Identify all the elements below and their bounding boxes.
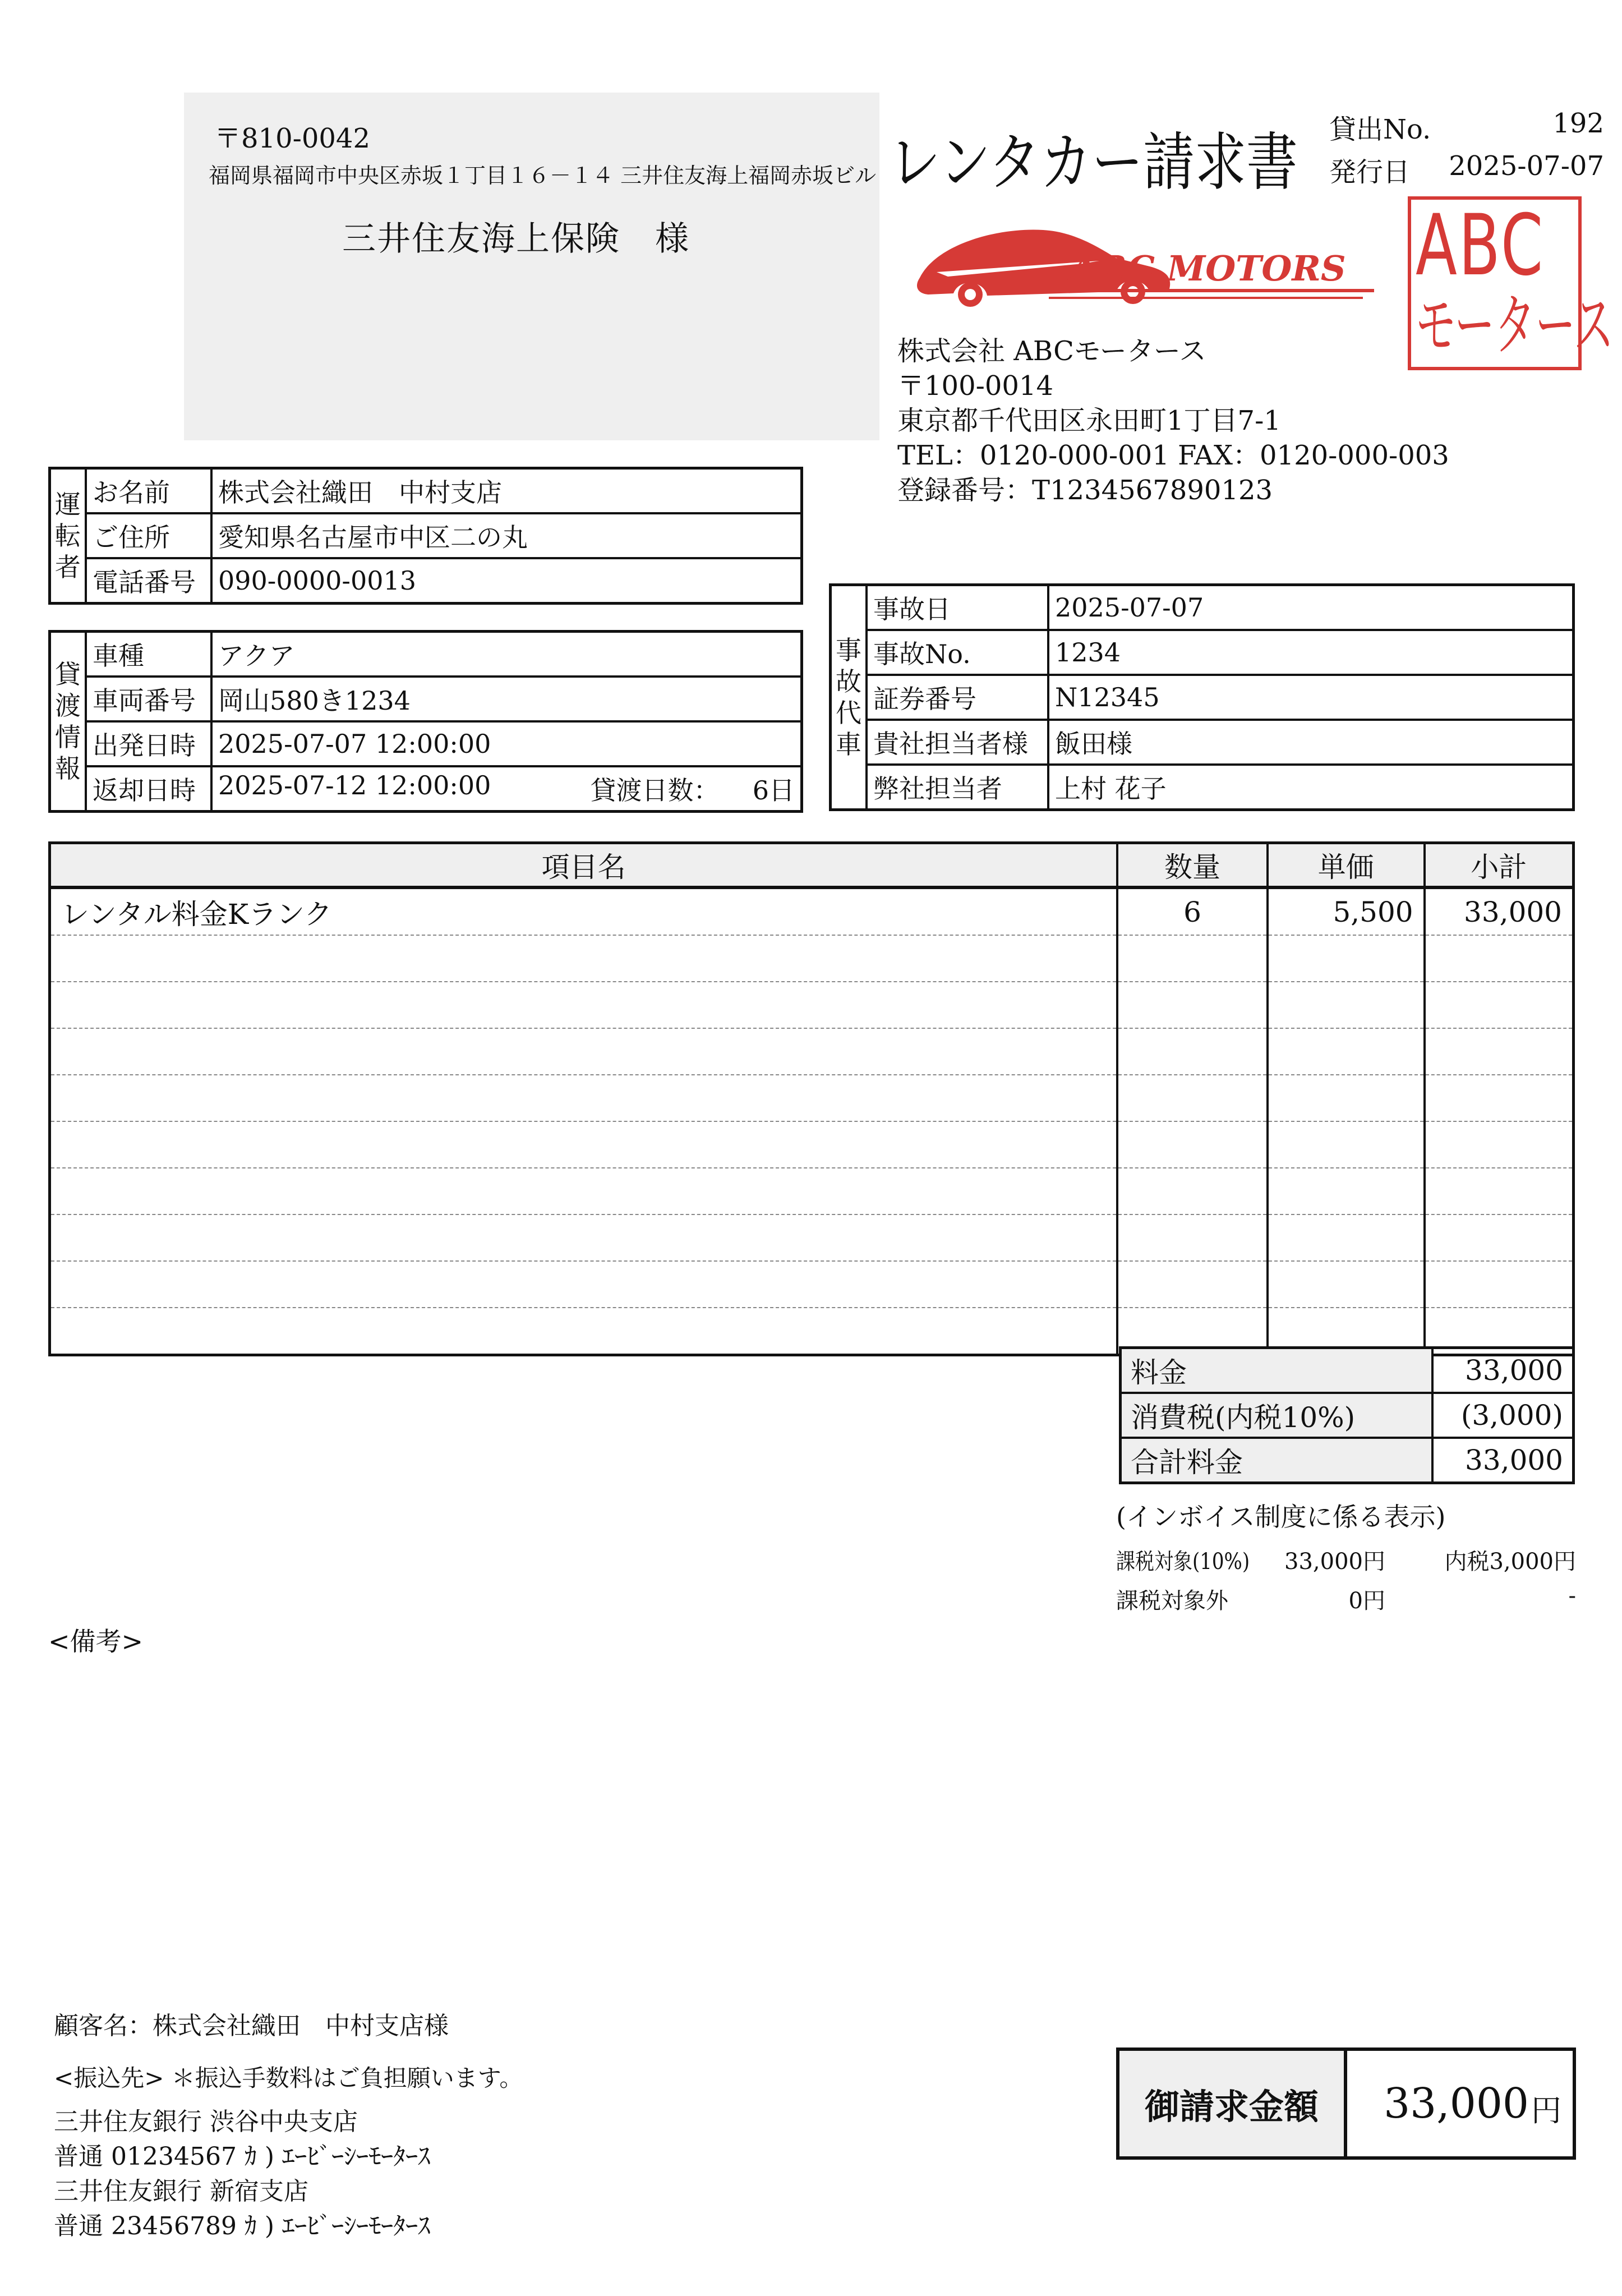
driver-name-label: お名前 xyxy=(86,468,211,514)
taxable-row xyxy=(1116,1544,1576,1576)
return-value: 2025-07-12 12:00:00 xyxy=(218,770,491,800)
issuer-registration-number: 登録番号：T1234567890123 xyxy=(897,475,1273,506)
fee-value: 33,000 xyxy=(1432,1348,1574,1393)
total-value: 33,000 xyxy=(1432,1438,1574,1483)
return-cell xyxy=(211,766,802,812)
table-row xyxy=(50,1261,1574,1308)
line-items-table xyxy=(48,841,1575,1356)
driver-name-value: 株式会社織田 中村支店 xyxy=(211,468,802,514)
client-contact-label: 貴社担当者様 xyxy=(867,720,1048,765)
invoice-system-note-title: (インボイス制度に係る表示) xyxy=(1116,1502,1446,1532)
logo-text: ABC MOTORS xyxy=(1070,248,1346,289)
rental-number-label: 貸出No. xyxy=(1329,114,1431,145)
rental-number-row xyxy=(1329,108,1604,146)
table-row xyxy=(50,982,1574,1028)
item-quantity: 6 xyxy=(1117,887,1268,935)
issue-date-value: 2025-07-07 xyxy=(1449,150,1604,182)
taxable-amount: 33,000円 xyxy=(1284,1549,1385,1575)
taxable-label: 課税対象(10%) xyxy=(1116,1549,1250,1575)
recipient-name: 三井住友海上保険 様 xyxy=(342,219,690,259)
client-contact-value: 飯田様 xyxy=(1048,720,1574,765)
table-row xyxy=(50,1028,1574,1075)
remarks-label: <備考> xyxy=(48,1626,144,1657)
transfer-header: <振込先> ＊振込手数料はご負担願います。 xyxy=(54,2064,523,2092)
accident-no-label: 事故No. xyxy=(867,630,1048,675)
accident-info-table xyxy=(829,583,1575,811)
our-contact-value: 上村 花子 xyxy=(1048,765,1574,810)
stamp-line-2: モータース xyxy=(1416,287,1614,365)
total-label: 合計料金 xyxy=(1121,1438,1433,1483)
driver-address-value: 愛知県名古屋市中区二の丸 xyxy=(211,513,802,558)
issuer-tel-fax: TEL：0120-000-001 FAX：0120-000-003 xyxy=(897,440,1449,471)
rental-number-value: 192 xyxy=(1552,108,1604,139)
rental-info-table xyxy=(48,630,803,813)
accident-date-label: 事故日 xyxy=(867,585,1048,631)
driver-phone-label: 電話番号 xyxy=(86,558,211,604)
transfer-line: 普通 01234567 ｶ ) ｴｰﾋﾞｰｼｰﾓｰﾀｰｽ xyxy=(54,2142,431,2171)
transfer-line: 三井住友銀行 新宿支店 xyxy=(54,2177,308,2206)
abc-motors-logo xyxy=(914,205,1380,317)
table-row xyxy=(50,887,1574,935)
return-label: 返却日時 xyxy=(86,766,211,812)
taxable-tax: 内税3,000円 xyxy=(1444,1549,1576,1575)
our-contact-label: 弊社担当者 xyxy=(867,765,1048,810)
items-header-row xyxy=(50,843,1574,888)
transfer-line: 三井住友銀行 渋谷中央支店 xyxy=(54,2108,358,2136)
plate-number-value: 岡山580き1234 xyxy=(211,677,802,721)
table-row xyxy=(50,935,1574,982)
plate-number-label: 車両番号 xyxy=(86,677,211,721)
accident-no-value: 1234 xyxy=(1048,630,1574,675)
table-row xyxy=(50,1214,1574,1261)
accident-date-value: 2025-07-07 xyxy=(1048,585,1574,631)
issuer-name: 株式会社 ABCモータース xyxy=(897,335,1206,367)
stamp-line-1: ABC xyxy=(1416,197,1545,295)
header-subtotal: 小計 xyxy=(1425,843,1574,888)
departure-label: 出発日時 xyxy=(86,721,211,766)
grand-total-unit: 円 xyxy=(1531,2092,1561,2128)
item-subtotal: 33,000 xyxy=(1425,887,1574,935)
grand-total-amount xyxy=(1347,2051,1573,2156)
recipient-zip: 〒810-0042 xyxy=(214,123,370,154)
totals-table xyxy=(1119,1346,1575,1484)
policy-number-label: 証券番号 xyxy=(867,675,1048,720)
issue-date-label: 発行日 xyxy=(1329,157,1411,188)
table-row xyxy=(50,1121,1574,1168)
issuer-zip: 〒100-0014 xyxy=(897,370,1053,402)
customer-name: 顧客名：株式会社織田 中村支店様 xyxy=(54,2012,449,2040)
rental-side-label: 貸渡情報 xyxy=(50,632,86,812)
non-taxable-tax: - xyxy=(1568,1583,1576,1609)
non-taxable-row xyxy=(1116,1583,1576,1615)
issuer-company-info xyxy=(897,334,1449,508)
driver-side-label: 運転者 xyxy=(50,468,86,604)
table-row xyxy=(50,1075,1574,1121)
rental-days-label: 貸渡日数： xyxy=(590,775,720,806)
policy-number-value: N12345 xyxy=(1048,675,1574,720)
document-title: レンタカー請求書 xyxy=(889,126,1298,199)
recipient-address: 福岡県福岡市中央区赤坂１丁目１６－１４ 三井住友海上福岡赤坂ビル xyxy=(209,163,877,188)
departure-value: 2025-07-07 12:00:00 xyxy=(211,721,802,766)
grand-total-box xyxy=(1116,2047,1576,2160)
non-taxable-label: 課税対象外 xyxy=(1116,1588,1228,1614)
non-taxable-amount: 0円 xyxy=(1348,1588,1385,1614)
item-name: レンタル料金Kランク xyxy=(50,887,1118,935)
driver-address-label: ご住所 xyxy=(86,513,211,558)
transfer-line: 普通 23456789 ｶ ) ｴｰﾋﾞｰｼｰﾓｰﾀｰｽ xyxy=(54,2212,431,2240)
issue-date-row xyxy=(1329,150,1604,189)
tax-value: (3,000) xyxy=(1432,1393,1574,1438)
header-unit-price: 単価 xyxy=(1268,843,1425,888)
driver-phone-value: 090-0000-0013 xyxy=(211,558,802,604)
driver-info-table xyxy=(48,467,803,605)
grand-total-value: 33,000 xyxy=(1384,2079,1529,2128)
tax-label: 消費税(内税10%) xyxy=(1121,1393,1433,1438)
rental-days-value: 6日 xyxy=(752,775,795,806)
accident-side-label: 事故代車 xyxy=(831,585,867,810)
header-item-name: 項目名 xyxy=(50,843,1118,888)
header-quantity: 数量 xyxy=(1117,843,1268,888)
table-row xyxy=(50,1168,1574,1214)
car-model-value: アクア xyxy=(211,632,802,677)
car-model-label: 車種 xyxy=(86,632,211,677)
issuer-address: 東京都千代田区永田町1丁目7-1 xyxy=(897,405,1281,436)
grand-total-label: 御請求金額 xyxy=(1119,2051,1347,2156)
fee-label: 料金 xyxy=(1121,1348,1433,1393)
item-unit-price: 5,500 xyxy=(1268,887,1425,935)
